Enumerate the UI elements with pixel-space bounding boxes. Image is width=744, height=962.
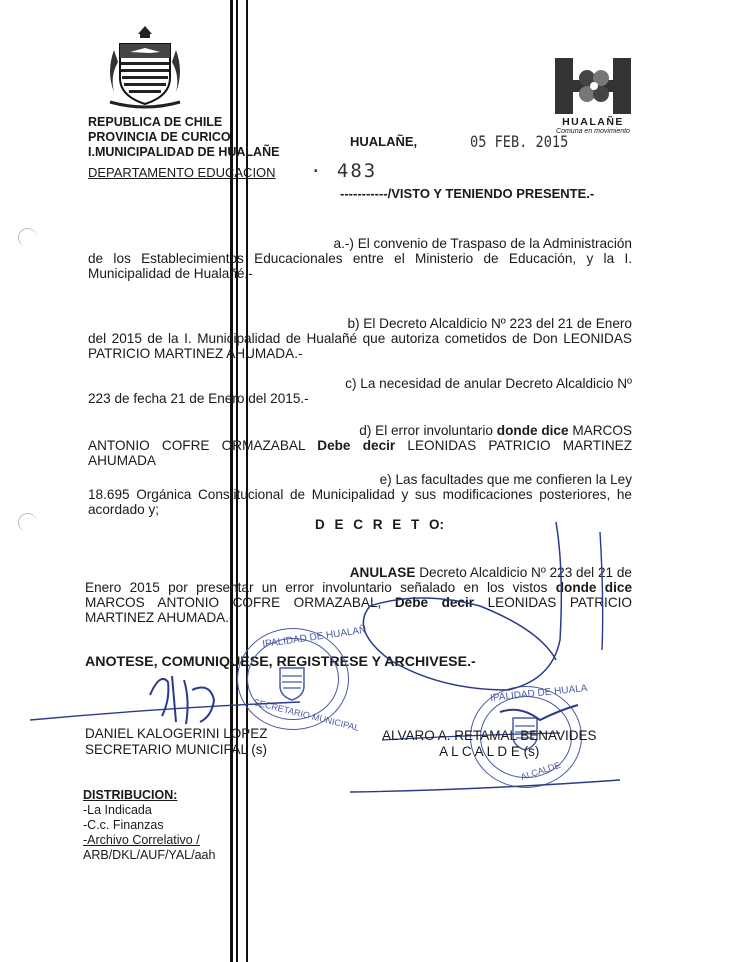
secretary-name: DANIEL KALOGERINI LOPEZ <box>85 726 268 741</box>
resolution-line3: MARCOS ANTONIO COFRE ORMAZABAL, Debe decir LEONIDAS PATRICIO <box>85 595 633 610</box>
consideration-a-line3: Municipalidad de Hualañé.- <box>88 266 253 281</box>
closing-formula: ANOTESE, COMUNIQUESE, REGISTRESE Y ARCHIVESE.- <box>85 654 476 670</box>
header-department: DEPARTAMENTO EDUCACION <box>88 165 276 180</box>
consideration-b-line1: b) El Decreto Alcaldicio Nº 223 del 21 de Enero <box>347 316 632 331</box>
resolution-line4: MARTINEZ AHUMADA.- <box>85 610 234 625</box>
secretary-seal-text-top: IPALIDAD DE HUALAÑ <box>261 624 368 651</box>
resolution-line2: Enero 2015 por presentar un error involuntario señalado en los vistos donde dice <box>85 580 632 595</box>
consideration-b-line2: del 2015 de la I. Municipalidad de Hualañé que autoriza cometidos de Don LEONIDAS <box>88 331 632 346</box>
header-republic: REPUBLICA DE CHILE <box>88 115 223 129</box>
mayor-title: A L C A L D E (s) <box>439 744 540 759</box>
mayor-name: ALVARO A. RETAMAL BENAVIDES <box>382 728 597 743</box>
consideration-b-line3: PATRICIO MARTINEZ AHUMADA.- <box>88 346 303 361</box>
consideration-c-line1: c) La necesidad de anular Decreto Alcaldicio Nº <box>345 376 632 391</box>
distribution-title: DISTRIBUCION: <box>83 788 178 802</box>
visto-heading: -----------/VISTO Y TENIENDO PRESENTE.- <box>340 186 595 201</box>
header-municipality: I.MUNICIPALIDAD DE HUALAÑE <box>88 145 280 159</box>
logo-name: HUALAÑE <box>562 116 624 128</box>
consideration-e-line1: e) Las facultades que me confieren la Ley <box>379 472 632 487</box>
consideration-c-line2: 223 de fecha 21 de Enero del 2015.- <box>88 391 309 406</box>
header-place: HUALAÑE, <box>350 134 418 149</box>
mayor-signatory <box>382 728 597 760</box>
distribution-list <box>83 788 215 863</box>
consideration-d-line3: AHUMADA <box>88 453 156 468</box>
header-province: PROVINCIA DE CURICO <box>88 130 231 144</box>
mayor-seal-text-bottom: ALCALDE <box>519 759 562 783</box>
consideration-a-line1: a.-) El convenio de Traspaso de la Administración <box>333 236 632 251</box>
consideration-e-line2: 18.695 Orgánica Constitucional de Municipalidad y sus modificaciones posteriores, he <box>88 487 632 502</box>
secretary-title: SECRETARIO MUNICIPAL (s) <box>85 742 268 757</box>
secretary-seal-text-bottom: SECRETARIO MUNICIPAL <box>252 697 361 733</box>
consideration-a-line2: de los Establecimientos Educacionales entre el Ministerio de Educación, y la I. <box>88 251 632 266</box>
distribution-item: -Archivo Correlativo / <box>83 833 200 847</box>
consideration-d-line1: d) El error involuntario donde dice MARCOS <box>359 423 632 438</box>
decreto-heading: D E C R E T O: <box>315 517 445 532</box>
date-stamp: 05 FEB. 2015 <box>470 132 569 151</box>
resolution-line1: ANULASE Decreto Alcaldicio Nº 223 del 21 de <box>349 565 632 580</box>
logo-slogan: Comuna en movimiento <box>556 128 630 135</box>
secretary-signatory <box>85 726 268 758</box>
distribution-item: -C.c. Finanzas <box>83 818 164 832</box>
consideration-e-line3: acordado y; <box>88 502 160 517</box>
distribution-item: ARB/DKL/AUF/YAL/aah <box>83 848 216 862</box>
consideration-d-line2: ANTONIO COFRE ORMAZABAL Debe decir LEONIDAS PATRICIO MARTINEZ <box>88 438 633 453</box>
distribution-item: -La Indicada <box>83 803 152 817</box>
decree-number: · 483 <box>310 160 378 182</box>
mayor-seal-text-top: IPALIDAD DE HUALA <box>489 682 588 705</box>
